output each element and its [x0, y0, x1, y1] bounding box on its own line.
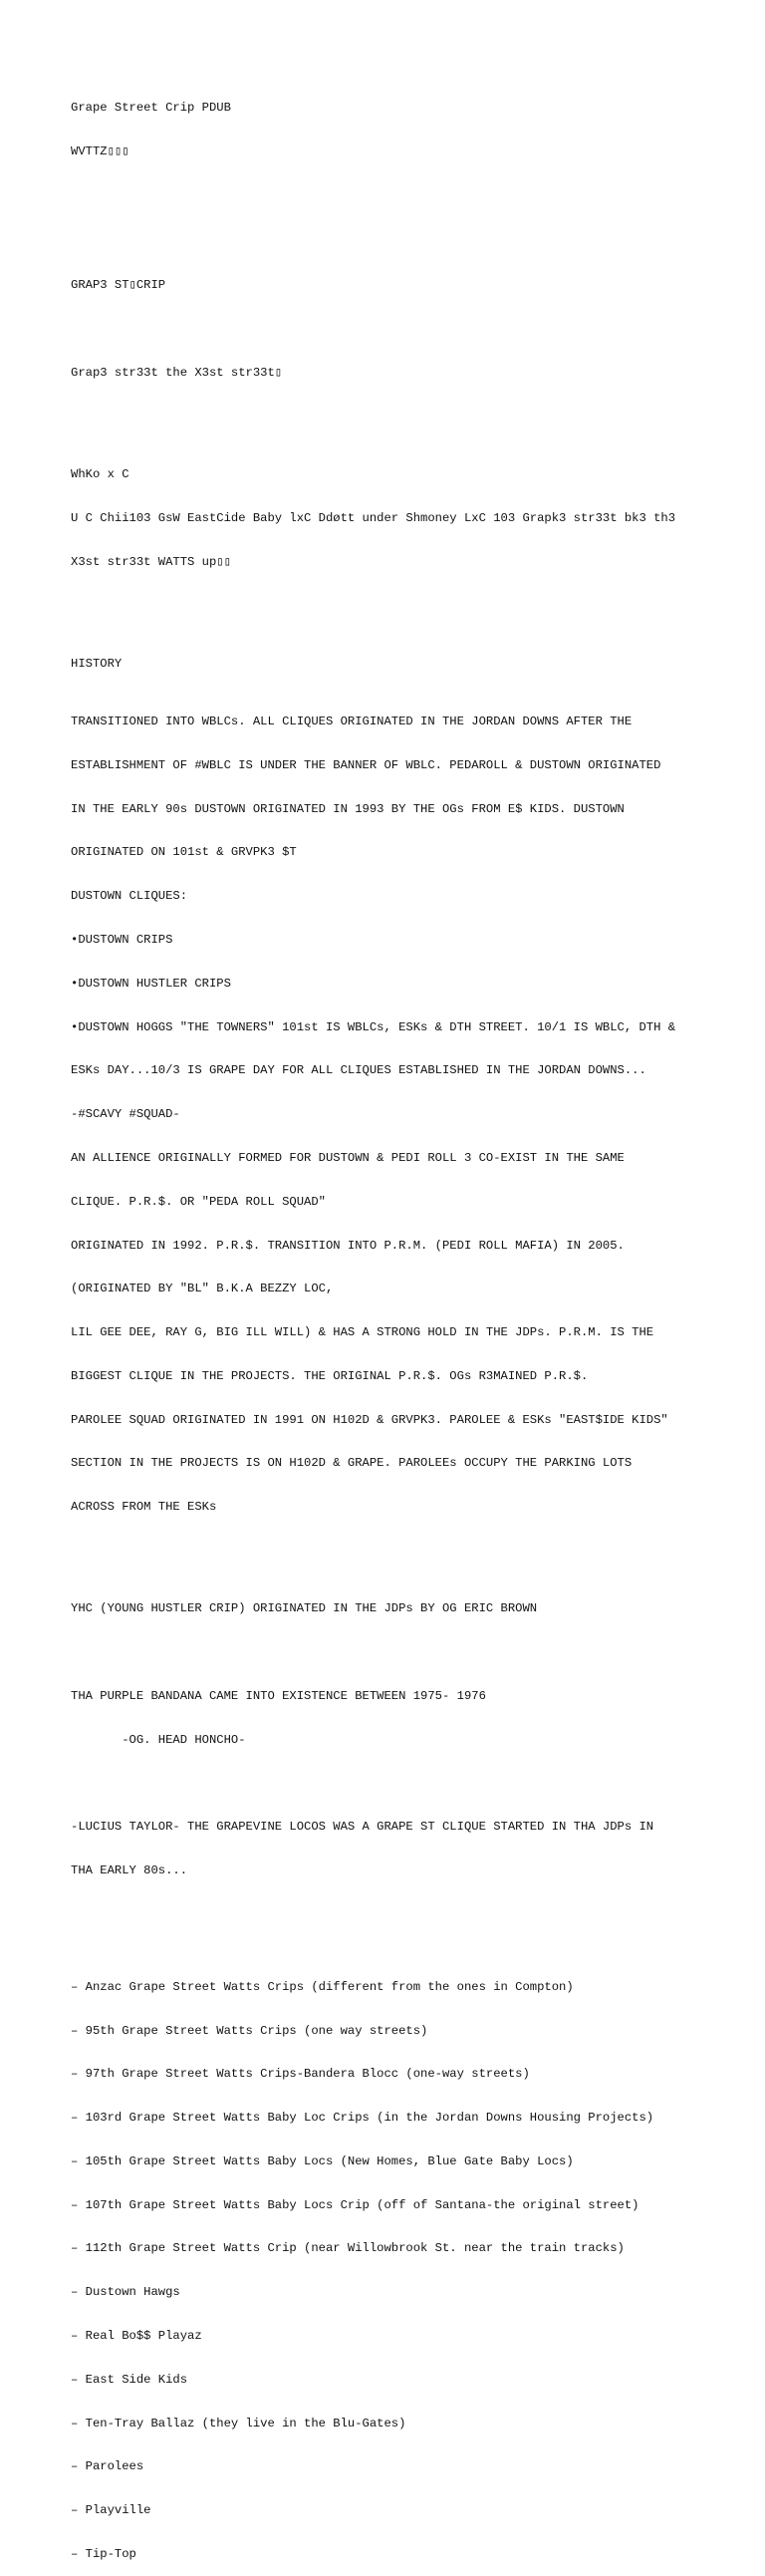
history-line: AN ALLIENCE ORIGINALLY FORMED FOR DUSTOWN & PEDI ROLL 3 CO-EXIST IN THE SAME: [71, 1150, 625, 1165]
clique-list-item: – Playville: [71, 2503, 151, 2518]
history-line: SECTION IN THE PROJECTS IS ON H102D & GRAPE. PAROLEEs OCCUPY THE PARKING LOTS: [71, 1456, 633, 1471]
history-line: TRANSITIONED INTO WBLCs. ALL CLIQUES ORIGINATED IN THE JORDAN DOWNS AFTER THE: [71, 715, 633, 729]
intro-shoutout: U C Chii103 GsW EastCide Baby lxC Ddøtt under Shmoney LxC 103 Grapk3 str33t bk3 th3: [71, 510, 676, 525]
clique-list-item: – Dustown Hawgs: [71, 2285, 180, 2300]
history-line: ORIGINATED ON 101st & GRVPK3 $T: [71, 845, 297, 860]
history-line: ORIGINATED IN 1992. P.R.$. TRANSITION INTO P.R.M. (PEDI ROLL MAFIA) IN 2005.: [71, 1238, 625, 1253]
clique-list-item: – 97th Grape Street Watts Crips-Bandera Blocc (one-way streets): [71, 2067, 530, 2082]
clique-list-item: – 95th Grape Street Watts Crips (one way streets): [71, 2023, 428, 2038]
lucius-line: THA EARLY 80s...: [71, 1863, 188, 1878]
history-line: CLIQUE. P.R.$. OR "PEDA ROLL SQUAD": [71, 1194, 326, 1209]
history-line: -#SCAVY #SQUAD-: [71, 1107, 180, 1122]
history-line: IN THE EARLY 90s DUSTOWN ORIGINATED IN 1993 BY THE OGs FROM E$ KIDS. DUSTOWN: [71, 801, 625, 816]
history-line: •DUSTOWN HUSTLER CRIPS: [71, 976, 231, 991]
intro-heading: GRAP3 ST▯CRIP: [71, 278, 166, 293]
doc-title: Grape Street Crip PDUB: [71, 101, 231, 116]
clique-list-item: – Parolees: [71, 2459, 144, 2474]
history-line: DUSTOWN CLIQUES:: [71, 889, 188, 904]
clique-list-item: – 107th Grape Street Watts Baby Locs Crip (off of Santana-the original street): [71, 2197, 639, 2212]
lucius-line: -LUCIUS TAYLOR- THE GRAPEVINE LOCOS WAS A GRAPE ST CLIQUE STARTED IN THA JDPs IN: [71, 1820, 654, 1835]
history-line: ACROSS FROM THE ESKs: [71, 1500, 217, 1515]
history-line: ESTABLISHMENT OF #WBLC IS UNDER THE BANNER OF WBLC. PEDAROLL & DUSTOWN ORIGINATED: [71, 757, 661, 772]
bandana-credit: -OG. HEAD HONCHO-: [71, 1732, 246, 1747]
clique-list-item: – Ten-Tray Ballaz (they live in the Blu-Gates): [71, 2416, 406, 2431]
history-line: ESKs DAY...10/3 IS GRAPE DAY FOR ALL CLIQUES ESTABLISHED IN THE JORDAN DOWNS...: [71, 1063, 646, 1078]
doc-subtitle: WVTTZ▯▯▯: [71, 143, 129, 158]
intro-shoutout-cont: X3st str33t WATTS up▯▯: [71, 554, 231, 569]
bandana-line: THA PURPLE BANDANA CAME INTO EXISTENCE BETWEEN 1975- 1976: [71, 1688, 486, 1703]
history-line: •DUSTOWN HOGGS "THE TOWNERS" 101st IS WBLCs, ESKs & DTH STREET. 10/1 IS WBLC, DTH &: [71, 1019, 676, 1034]
yhc-line: YHC (YOUNG HUSTLER CRIP) ORIGINATED IN THE JDPs BY OG ERIC BROWN: [71, 1601, 538, 1616]
history-line: LIL GEE DEE, RAY G, BIG ILL WILL) & HAS A STRONG HOLD IN THE JDPs. P.R.M. IS THE: [71, 1325, 654, 1340]
history-line: BIGGEST CLIQUE IN THE PROJECTS. THE ORIGINAL P.R.$. OGs R3MAINED P.R.$.: [71, 1368, 589, 1383]
clique-list-item: – Tip-Top: [71, 2546, 136, 2561]
clique-list-item: – Anzac Grape Street Watts Crips (different from the ones in Compton): [71, 1979, 574, 1994]
history-line: (ORIGINATED BY "BL" B.K.A BEZZY LOC,: [71, 1282, 334, 1296]
history-line: PAROLEE SQUAD ORIGINATED IN 1991 ON H102D & GRVPK3. PAROLEE & ESKs "EAST$IDE KIDS": [71, 1412, 668, 1427]
intro-tagline: Grap3 str33t the X3st str33t▯: [71, 365, 283, 380]
clique-list-item: – 105th Grape Street Watts Baby Locs (New Homes, Blue Gate Baby Locs): [71, 2153, 574, 2168]
clique-list-item: – 103rd Grape Street Watts Baby Loc Crips (in the Jordan Downs Housing Projects): [71, 2111, 654, 2126]
clique-list-item: – East Side Kids: [71, 2372, 188, 2387]
clique-list-item: – 112th Grape Street Watts Crip (near Willowbrook St. near the train tracks): [71, 2241, 625, 2256]
clique-list-item: – Real Bo$$ Playaz: [71, 2329, 202, 2344]
intro-who: WhKo x C: [71, 467, 129, 482]
history-heading: HISTORY: [71, 656, 123, 671]
document-page: [71, 72, 728, 2576]
history-line: •DUSTOWN CRIPS: [71, 933, 173, 948]
